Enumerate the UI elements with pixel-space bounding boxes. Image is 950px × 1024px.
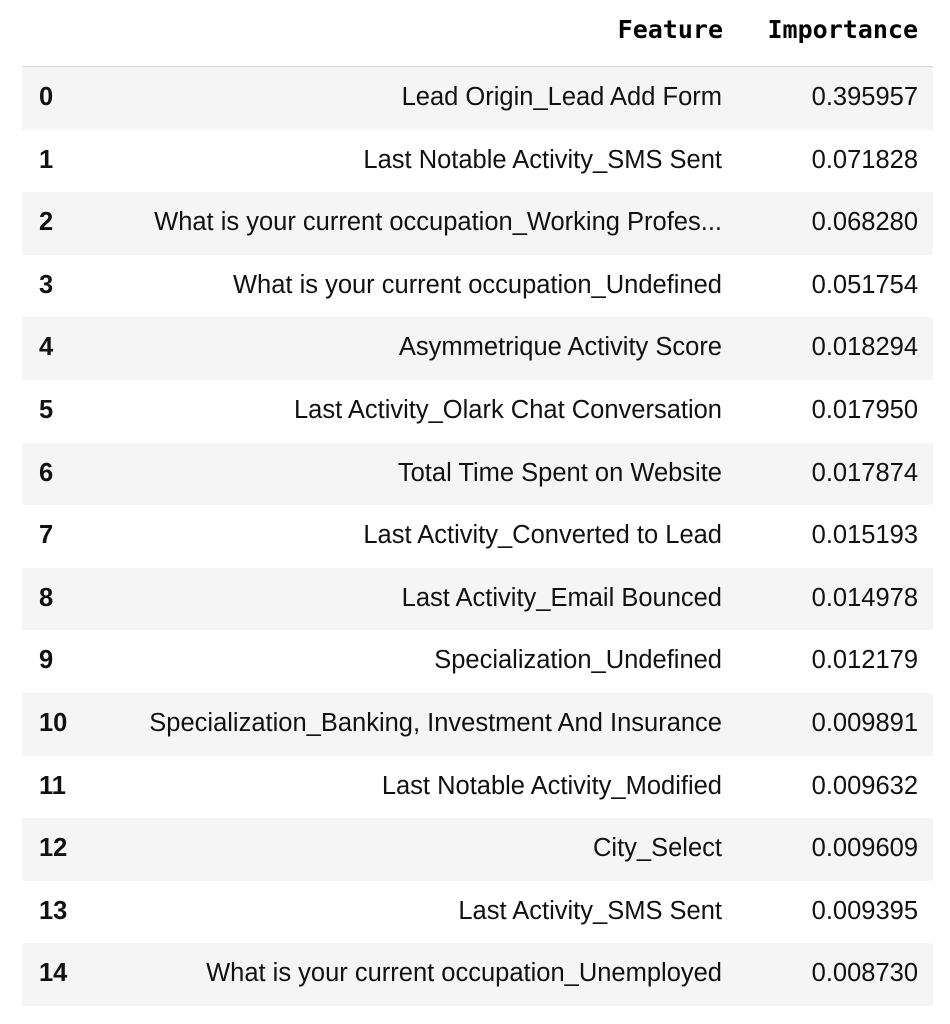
row-index: 14 [39, 959, 68, 988]
table-row [22, 192, 933, 255]
table-row [22, 818, 933, 881]
table-body [22, 67, 933, 1006]
importance-cell: 0.068280 [811, 208, 918, 237]
column-header-importance: Importance [767, 15, 918, 44]
feature-cell: Lead Origin_Lead Add Form [401, 83, 722, 111]
table-row [22, 881, 933, 944]
importance-cell: 0.015193 [811, 521, 918, 550]
feature-cell: Last Activity_SMS Sent [458, 896, 722, 925]
row-index: 3 [39, 270, 54, 299]
row-index: 7 [39, 521, 54, 550]
importance-cell: 0.017950 [811, 395, 918, 424]
table-row [22, 630, 933, 693]
importance-cell: 0.017874 [811, 458, 918, 487]
row-index: 0 [39, 83, 54, 111]
feature-cell: What is your current occupation_Undefined [232, 270, 722, 299]
importance-cell: 0.018294 [811, 333, 918, 362]
table-row [22, 67, 933, 130]
importance-cell: 0.012179 [811, 646, 918, 675]
table-row [22, 693, 933, 756]
table-row [22, 756, 933, 819]
feature-cell: What is your current occupation_Working Profes... [154, 208, 722, 237]
row-index: 8 [39, 583, 54, 612]
importance-cell: 0.009609 [811, 834, 918, 863]
table-header [22, 0, 933, 67]
feature-cell: Total Time Spent on Website [397, 458, 722, 487]
importance-cell: 0.009395 [811, 896, 918, 925]
feature-importance-table [22, 0, 933, 1006]
row-index: 9 [39, 646, 54, 675]
importance-cell: 0.071828 [811, 145, 918, 174]
feature-cell: Asymmetrique Activity Score [398, 333, 722, 362]
row-index: 5 [39, 395, 54, 424]
feature-cell: Last Activity_Olark Chat Conversation [293, 395, 722, 424]
table-row [22, 380, 933, 443]
importance-cell: 0.395957 [811, 83, 918, 111]
feature-cell: Specialization_Undefined [434, 646, 722, 675]
table-row [22, 943, 933, 1006]
importance-cell: 0.051754 [811, 270, 918, 299]
row-index: 6 [39, 458, 54, 487]
row-index: 10 [39, 708, 68, 737]
row-index: 13 [39, 896, 68, 925]
feature-cell: City_Select [593, 834, 722, 863]
importance-cell: 0.008730 [811, 959, 918, 988]
row-index: 2 [39, 208, 54, 237]
row-index: 11 [39, 771, 66, 800]
feature-cell: Specialization_Banking, Investment And Insurance [149, 708, 722, 737]
table-row [22, 443, 933, 506]
table-row [22, 568, 933, 631]
table-row [22, 130, 933, 193]
importance-cell: 0.014978 [811, 583, 918, 612]
table-row [22, 317, 933, 380]
row-index: 12 [39, 834, 68, 863]
feature-cell: Last Notable Activity_Modified [381, 771, 722, 800]
feature-cell: Last Activity_Converted to Lead [363, 521, 722, 550]
table-row [22, 505, 933, 568]
importance-cell: 0.009632 [811, 771, 918, 800]
row-index: 4 [39, 333, 54, 362]
row-index: 1 [39, 145, 54, 174]
feature-cell: Last Activity_Email Bounced [401, 583, 722, 612]
table-row [22, 255, 933, 318]
column-header-feature: Feature [617, 15, 723, 44]
importance-cell: 0.009891 [811, 708, 918, 737]
feature-cell: Last Notable Activity_SMS Sent [363, 145, 722, 174]
feature-cell: What is your current occupation_Unemployed [206, 959, 722, 988]
